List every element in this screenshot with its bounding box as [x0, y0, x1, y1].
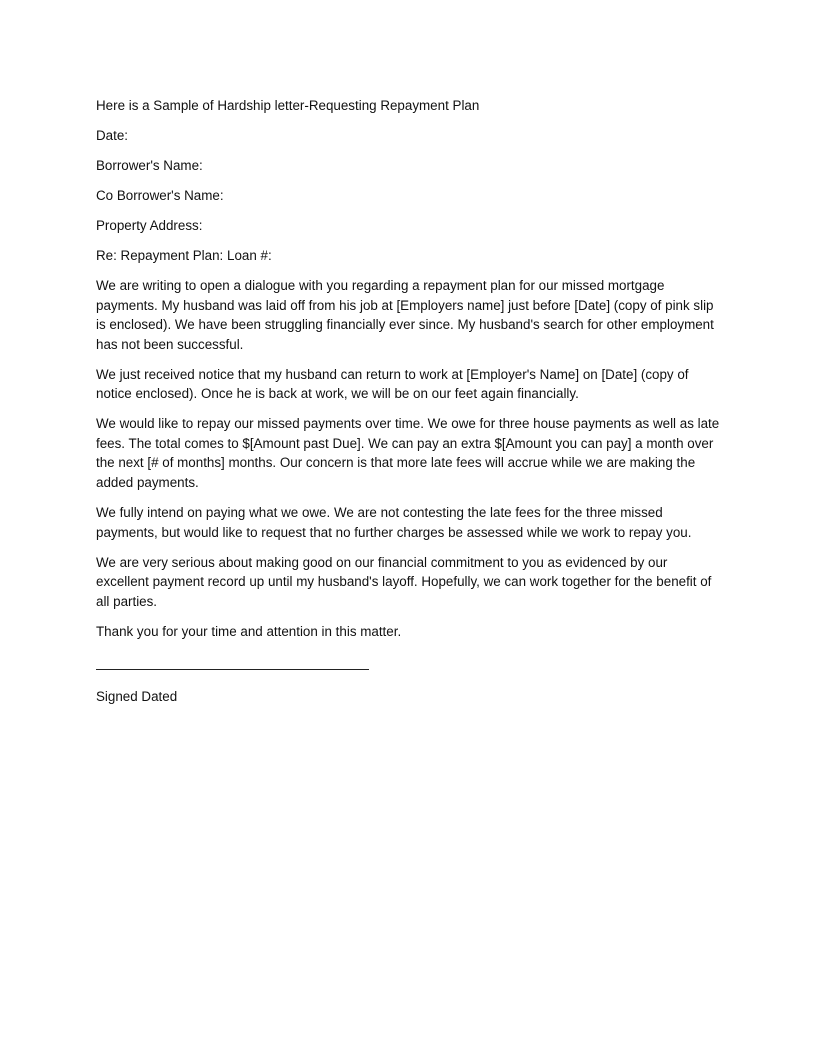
body-paragraph: We are very serious about making good on our financial commitment to you as evidenced by our excellent payment record up until my husband's layoff. Hopefully, we can work together for the benefit of all parties. [96, 554, 712, 609]
body-paragraph: We would like to repay our missed payments over time. We owe for three house payments as well as late fees. The total comes to $[Amount past Due]. We can pay an extra $[Amount you can pay] a month over the next [# of months] months. Our concern is that more late fees will accrue while we are making the added payments. [96, 416, 720, 491]
property-address-label: Property Address: [96, 217, 203, 233]
letter-page [96, 96, 720, 707]
body-paragraph: We fully intend on paying what we owe. We are not contesting the late fees for the three missed payments, but would like to request that no further charges be assessed while we work to repay you. [96, 505, 692, 540]
borrower-name-label: Borrower's Name: [96, 157, 203, 173]
date-label: Date: [96, 127, 129, 143]
co-borrower-name-label: Co Borrower's Name: [96, 187, 224, 203]
closing-line: Thank you for your time and attention in this matter. [96, 623, 402, 639]
signed-dated-label: Signed Dated [96, 689, 178, 705]
re-line: Re: Repayment Plan: Loan #: [96, 247, 272, 263]
body-paragraph: We are writing to open a dialogue with you regarding a repayment plan for our missed mortgage payments. My husband was laid off from his job at [Employers name] just before [Date] (copy of pink slip is enclosed). We have been struggling financially ever since. My husband's search for other employment has not been successful. [96, 277, 714, 352]
body-paragraph: We just received notice that my husband can return to work at [Employer's Name] on [Date] (copy of notice enclosed). Once he is back at work, we will be on our feet again financially. [96, 366, 689, 402]
letter-heading: Here is a Sample of Hardship letter-Requesting Repayment Plan [96, 98, 480, 113]
signature-line [96, 669, 369, 670]
